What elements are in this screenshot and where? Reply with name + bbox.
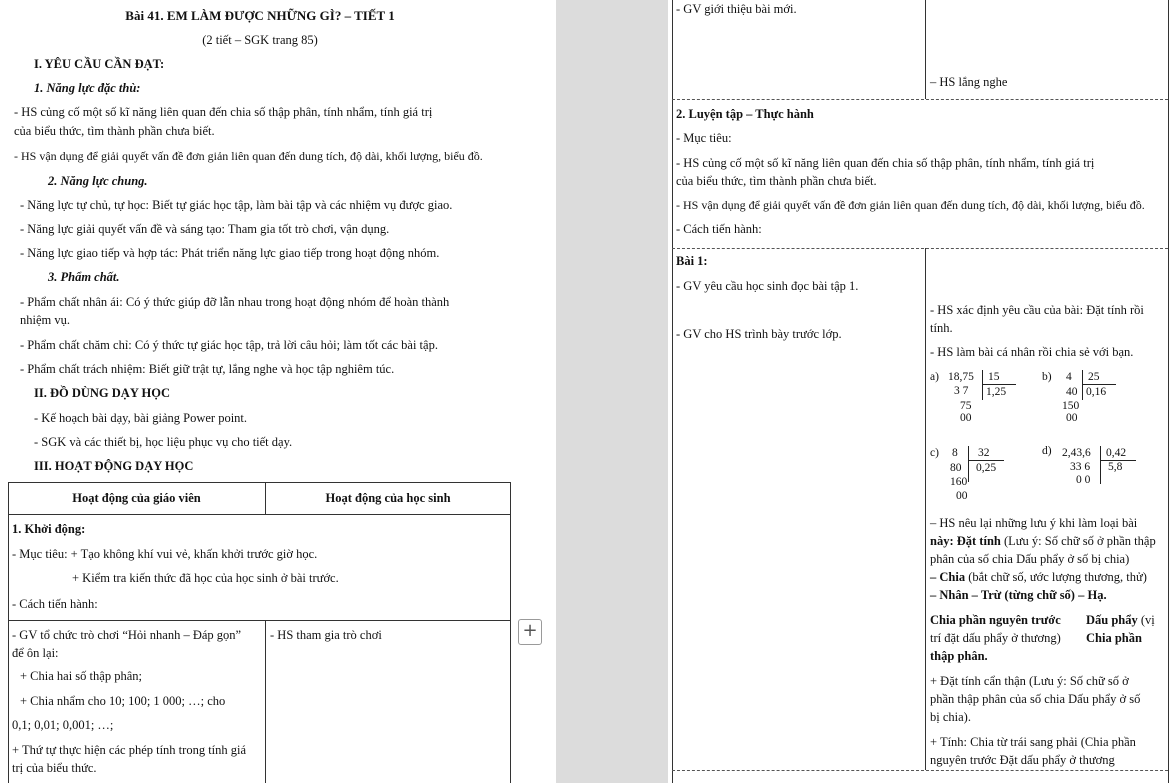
table-border: [672, 0, 673, 783]
table-border: [8, 482, 510, 483]
note-text: + Đặt tính cẩn thận (Lưu ý: Số chữ số ở: [930, 674, 1129, 688]
table-text: - HS tham gia trò chơi: [270, 628, 382, 642]
table-text: + Chia nhẩm cho 10; 100; 1 000; …; cho: [20, 694, 226, 708]
table-border: [265, 620, 266, 783]
long-division-b: [1042, 369, 1122, 431]
paragraph: - Phẩm chất trách nhiệm: Biết giữ trật tự, lắng nghe và học tập nghiêm túc.: [20, 362, 395, 376]
division-remainder: 3 7: [954, 385, 969, 397]
table-border: [1168, 0, 1169, 783]
paragraph: - Năng lực giao tiếp và hợp tác: Phát triển năng lực giao tiếp trong hoạt động nhóm.: [20, 246, 440, 260]
subsection-heading: 3. Phẩm chất.: [48, 270, 120, 284]
division-remainder: 33 6: [1070, 461, 1091, 473]
add-row-button[interactable]: +: [518, 619, 542, 645]
paragraph: - Kế hoạch bài dạy, bài giảng Power point.: [34, 411, 248, 425]
division-dividend: 4: [1066, 371, 1072, 383]
paragraph: - HS củng cố một số kĩ năng liên quan đến chia số thập phân, tính nhẩm, tính giá trị: [14, 105, 433, 119]
table-text: tính.: [930, 321, 953, 335]
paragraph: - Năng lực tự chủ, tự học: Biết tự giác học tập, làm bài tập và các nhiệm vụ được giao.: [20, 198, 453, 212]
document-page-right: [668, 0, 1173, 783]
paragraph: - Phẩm chất nhân ái: Có ý thức giúp đỡ lẫn nhau trong hoạt động nhóm để hoàn thành: [20, 295, 450, 309]
division-remainder: 00: [1066, 412, 1078, 424]
paragraph: của biểu thức, tìm thành phần chưa biết.: [14, 124, 215, 138]
table-text: - HS xác định yêu cầu của bài: Đặt tính rồi: [930, 303, 1144, 317]
lesson-subtitle: (2 tiết – SGK trang 85): [202, 33, 318, 47]
note-text: thập phân.: [930, 649, 988, 663]
division-bar: [982, 370, 983, 400]
paragraph: - SGK và các thiết bị, học liệu phục vụ cho tiết dạy.: [34, 435, 293, 449]
note-text-part: (Lưu ý: Số chữ số ở phần thập: [1000, 534, 1156, 548]
division-bar: [982, 384, 1016, 385]
division-divisor: 0,42: [1106, 447, 1127, 459]
division-bar: [1082, 384, 1116, 385]
table-border: [925, 248, 926, 770]
table-text: + Kiểm tra kiến thức đã học của học sinh ở bài trước.: [72, 571, 339, 585]
table-text: - HS vận dụng để giải quyết vấn đề đơn giản liên quan đến dung tích, độ dài, khối lượng, biểu đồ.: [676, 198, 1145, 212]
note-emphasis: này: Đặt tính: [930, 534, 1001, 548]
table-border: [672, 248, 1168, 249]
lesson-title: Bài 41. EM LÀM ĐƯỢC NHỮNG GÌ? – TIẾT 1: [125, 8, 395, 23]
division-divisor: 32: [978, 447, 990, 459]
paragraph: - Phẩm chất chăm chỉ: Có ý thức tự giác học tập, trả lời câu hỏi; làm tốt các bài tập.: [20, 338, 438, 352]
long-division-d: [1042, 445, 1142, 490]
division-divisor: 15: [988, 371, 1000, 383]
exercise-title: Bài 1:: [676, 254, 708, 268]
division-quotient: 0,16: [1086, 386, 1107, 398]
note-text: – Nhân – Trừ (từng chữ số) – Hạ.: [930, 588, 1107, 602]
division-remainder: 80: [950, 462, 962, 474]
table-text: - Cách tiến hành:: [676, 222, 762, 236]
section-heading: II. ĐỒ DÙNG DẠY HỌC: [34, 386, 170, 400]
note-text: phần thập phân của số chia Dấu phẩy ở số: [930, 692, 1141, 706]
note-text: – HS nêu lại những lưu ý khi làm loại bài: [930, 516, 1138, 530]
division-remainder: 75: [960, 400, 972, 412]
table-text: - Cách tiến hành:: [12, 597, 98, 611]
long-division-c: [930, 445, 1025, 505]
paragraph: - HS vận dụng để giải quyết vấn đề đơn giản liên quan đến dung tích, độ dài, khối lượng, biểu đồ.: [14, 149, 483, 163]
document-page-left: [0, 0, 556, 783]
table-header-student: Hoạt động của học sinh: [325, 491, 451, 505]
table-text: - GV giới thiệu bài mới.: [676, 2, 797, 16]
division-label: c): [930, 447, 939, 459]
note-text: bị chia).: [930, 710, 971, 724]
note-text-part: (vị: [1137, 613, 1155, 627]
table-text: - HS làm bài cá nhân rồi chia sẻ với bạn.: [930, 345, 1134, 359]
paragraph: - Năng lực giải quyết vấn đề và sáng tạo: Tham gia tốt trò chơi, vận dụng.: [20, 222, 390, 236]
table-text: - GV tổ chức trò chơi “Hỏi nhanh – Đáp gọn”: [12, 628, 242, 642]
division-remainder: 150: [1062, 400, 1080, 412]
section-heading: I. YÊU CẦU CẦN ĐẠT:: [34, 57, 165, 71]
table-border: [8, 514, 510, 515]
note-emphasis: – Chia: [930, 570, 966, 584]
table-text: để ôn lại:: [12, 646, 59, 660]
table-text: - GV yêu cầu học sinh đọc bài tập 1.: [676, 279, 859, 293]
subsection-heading: 1. Năng lực đặc thù:: [34, 81, 141, 95]
division-label: d): [1042, 445, 1052, 457]
division-remainder: 00: [956, 490, 968, 502]
division-label: b): [1042, 371, 1052, 383]
table-text: - Mục tiêu:: [676, 131, 732, 145]
table-text: – HS lắng nghe: [930, 75, 1008, 89]
division-bar: [968, 460, 1004, 461]
table-border: [925, 0, 926, 99]
table-section-title: 1. Khởi động:: [12, 522, 86, 536]
paragraph: nhiệm vụ.: [20, 313, 70, 327]
note-emphasis: Dấu phẩy: [1086, 613, 1138, 627]
note-text: [930, 533, 1156, 549]
division-bar: [1100, 446, 1101, 484]
note-text: nguyên trước Đặt dấu phẩy ở thương: [930, 753, 1115, 767]
subsection-heading: 2. Năng lực chung.: [48, 174, 148, 188]
division-divisor: 25: [1088, 371, 1100, 383]
note-text-part: (bắt chữ số, ước lượng thương, thử): [965, 570, 1147, 584]
table-border: [8, 620, 510, 621]
table-border: [672, 770, 1168, 771]
section-heading: III. HOẠT ĐỘNG DẠY HỌC: [34, 459, 194, 473]
note-text: [1086, 612, 1155, 628]
long-division-a: [930, 369, 1025, 431]
table-border: [8, 482, 9, 783]
division-quotient: 0,25: [976, 462, 997, 474]
division-quotient: 1,25: [986, 386, 1007, 398]
division-dividend: 18,75: [948, 371, 974, 383]
table-border: [510, 482, 511, 783]
table-text: trị của biểu thức.: [12, 761, 97, 775]
note-text: [930, 569, 1147, 585]
division-quotient: 5,8: [1108, 461, 1123, 473]
table-text: - HS củng cố một số kĩ năng liên quan đến chia số thập phân, tính nhẩm, tính giá trị: [676, 156, 1095, 170]
table-text: + Thứ tự thực hiện các phép tính trong tính giá: [12, 743, 247, 757]
division-bar: [968, 446, 969, 482]
note-text: Chia phần: [1086, 631, 1142, 645]
division-remainder: 160: [950, 476, 968, 488]
note-text: trí đặt dấu phẩy ở thương): [930, 631, 1061, 645]
division-dividend: 8: [952, 447, 958, 459]
division-remainder: 40: [1066, 386, 1078, 398]
division-dividend: 2,43,6: [1062, 447, 1091, 459]
division-bar: [1082, 370, 1083, 400]
division-label: a): [930, 371, 939, 383]
table-header-teacher: Hoạt động của giáo viên: [72, 491, 201, 505]
table-text: + Chia hai số thập phân;: [20, 669, 142, 683]
table-text: của biểu thức, tìm thành phần chưa biết.: [676, 174, 877, 188]
table-text: - GV cho HS trình bày trước lớp.: [676, 327, 842, 341]
division-remainder: 00: [960, 412, 972, 424]
note-text: Chia phần nguyên trước: [930, 613, 1061, 627]
table-section-title: 2. Luyện tập – Thực hành: [676, 107, 814, 121]
table-text: 0,1; 0,01; 0,001; …;: [12, 718, 114, 732]
division-remainder: 0 0: [1076, 474, 1091, 486]
table-border: [672, 99, 1168, 100]
table-text: - Mục tiêu: + Tạo không khí vui vẻ, khấn khởi trước giờ học.: [12, 547, 318, 561]
note-text: + Tính: Chia từ trái sang phải (Chia phần: [930, 735, 1136, 749]
note-text: phân của số chia Dấu phẩy ở số bị chia): [930, 552, 1130, 566]
